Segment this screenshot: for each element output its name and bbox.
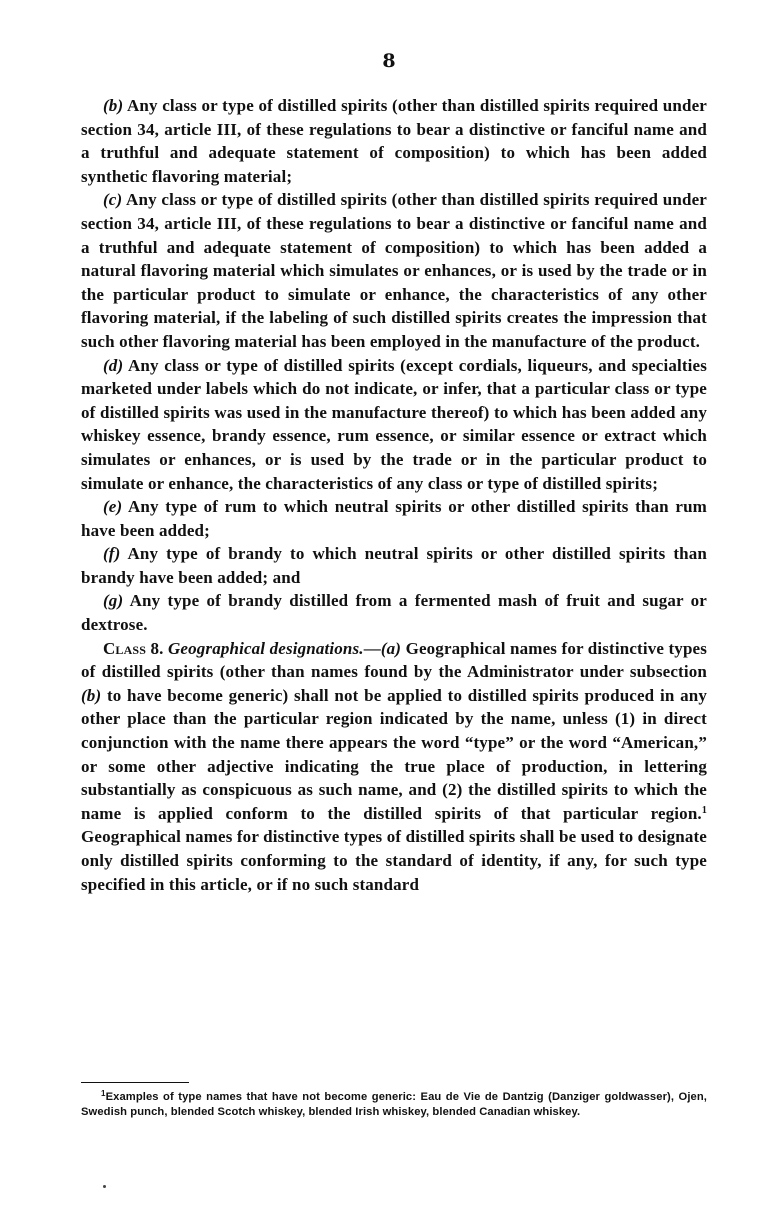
- paragraph-e-text: Any type of rum to which neutral spirits or other distilled spirits than rum have been added;: [81, 497, 707, 540]
- class-8-text-3: Geographical names for distinctive types of distilled spirits shall be used to designate only distilled spirits conforming to the standard of identity, if any, for such type specified in this article, or if no such standard: [81, 827, 707, 894]
- paragraph-f-label: (f): [103, 544, 121, 564]
- footnote: [81, 1090, 707, 1121]
- paragraph-c: [81, 188, 707, 353]
- class-8-text-2: to have become generic) shall not be applied to distilled spirits produced in any other place than the particular region indicated by the name, unless (1) in direct conjunction with the name there appears the word “type” or the word “American,” or some other adjective indicating the true place of production, in lettering substantially as conspicuous as such name, and (2) the distilled spirits to which the name is applied conform to the distilled spirits of that particular region.: [81, 685, 707, 823]
- footnote-divider: [81, 1082, 189, 1083]
- scan-speck: [103, 1185, 106, 1188]
- paragraph-b-label: (b): [103, 96, 124, 115]
- class-8-dash: —: [363, 638, 381, 658]
- paragraph-c-text: Any class or type of distilled spirits (other than distilled spirits required under section 34, article III, of these regulations to bear a distinctive or fanciful name and a truthful and adequate statement of composition) to which has been added a natural flavoring material which simulates or enhances, or is used by the trade or in the particular product to simulate or enhance, the characteristics of any other flavoring material, if the labeling of such distilled spirits creates the impression that such other flavoring material has been employed in the manufacture of the product.: [81, 190, 707, 351]
- class-8-label: Class 8.: [103, 638, 164, 658]
- page-number: 8: [382, 50, 396, 72]
- class-8-sub-ref: (b): [81, 685, 102, 705]
- body-text: [81, 94, 707, 896]
- class-8-heading: Geographical designations.: [168, 638, 364, 658]
- paragraph-f: [81, 542, 707, 589]
- footnote-reference[interactable]: 1: [701, 804, 707, 816]
- class-8-sub-label: (a): [380, 638, 402, 658]
- paragraph-g-text: Any type of brandy distilled from a fermented mash of fruit and sugar or dextrose.: [81, 591, 707, 635]
- paragraph-d: [81, 354, 707, 496]
- class-8-text-1: Geographical names for distinctive types of distilled spirits (other than names found by the Administrator under subsection: [81, 638, 708, 682]
- paragraph-b: [81, 94, 707, 188]
- paragraph-g: [81, 589, 707, 636]
- paragraph-d-text: Any class or type of distilled spirits (except cordials, liqueurs, and specialties marketed under labels which do not indicate, or infer, that a particular class or type of distilled spirits was used in the manufacture thereof) to which has been added any whiskey essence, brandy essence, rum essence, or similar essence or extract which simulates or enhances, or is used by the trade or in the particular product to simulate or enhance, the characteristics of any class or type of distilled spirits;: [81, 355, 708, 493]
- paragraph-class-8: [81, 637, 707, 897]
- paragraph-f-text: Any type of brandy to which neutral spirits or other distilled spirits than brandy have been added; and: [81, 544, 707, 587]
- footnote-marker: 1: [101, 1089, 106, 1098]
- paragraph-g-label: (g): [103, 591, 124, 611]
- paragraph-c-label: (c): [103, 190, 123, 210]
- paragraph-e-label: (e): [103, 497, 123, 517]
- paragraph-e: [81, 495, 707, 542]
- paragraph-b-text: Any class or type of distilled spirits (other than distilled spirits required under section 34, article III, of these regulations to bear a distinctive or fanciful name and a truthful and adequate statement of composition) to which has been added synthetic flavoring material;: [81, 96, 707, 186]
- paragraph-d-label: (d): [103, 355, 124, 375]
- footnote-text: Examples of type names that have not become generic: Eau de Vie de Dantzig (Danziger goldwasser), Ojen, Swedish punch, blended Scotch whiskey, blended Irish whiskey, blended Canadian whiskey.: [81, 1091, 707, 1119]
